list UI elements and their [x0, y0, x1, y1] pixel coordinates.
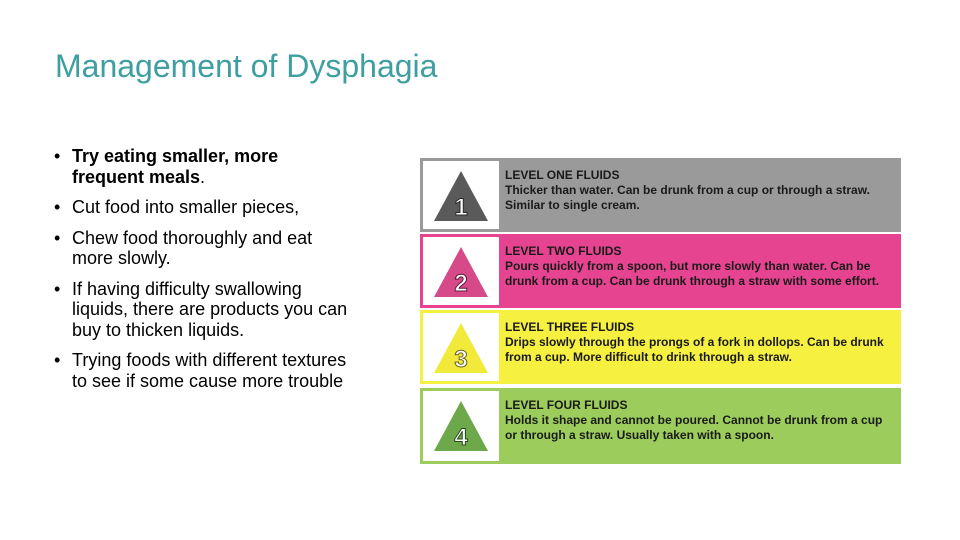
- bullet-text: If having difficulty swallowing liquids, there are products you can buy to thicken liquids.: [72, 278, 348, 340]
- level-two-description: Pours quickly from a spoon, but more slowly than water. Can be drunk from a cup. Can be drunk through a straw with some effort.: [505, 259, 880, 288]
- level-two-panel: [420, 234, 901, 308]
- bullet-text: Trying foods with different textures to see if some cause more trouble: [72, 350, 347, 391]
- level-four-heading: LEVEL FOUR FLUIDS: [505, 398, 628, 412]
- bullet-bold-text: Try eating smaller, more frequent meals: [72, 146, 279, 187]
- level-four-number: 4: [454, 424, 468, 451]
- level-one-icon-box: [423, 161, 499, 229]
- bullet-list: [54, 146, 354, 401]
- level-two-number: 2: [454, 270, 468, 297]
- level-two-icon-box: [423, 237, 499, 305]
- level-one-panel: [420, 158, 901, 232]
- level-four-icon-box: [423, 391, 499, 461]
- level-three-icon-box: [423, 313, 499, 381]
- level-three-description: Drips slowly through the prongs of a fork in dollops. Can be drunk from a cup. More difficult to drink through a straw.: [505, 335, 884, 364]
- bullet-item: [54, 197, 354, 218]
- bullet-text: Chew food thoroughly and eat more slowly.: [72, 227, 313, 268]
- level-one-number: 1: [454, 194, 468, 221]
- level-three-number: 3: [454, 346, 468, 373]
- level-four-text: [499, 391, 898, 461]
- level-four-description: Holds it shape and cannot be poured. Cannot be drunk from a cup or through a straw. Usually taken with a spoon.: [505, 413, 883, 442]
- level-three-text: [499, 313, 898, 381]
- level-four-panel: [420, 388, 901, 464]
- level-three-heading: LEVEL THREE FLUIDS: [505, 320, 635, 334]
- level-three-panel: [420, 310, 901, 384]
- level-one-description: Thicker than water. Can be drunk from a cup or through a straw. Similar to single cream.: [505, 183, 870, 212]
- level-two-heading: LEVEL TWO FLUIDS: [505, 244, 622, 258]
- level-one-triangle-icon: [432, 169, 490, 223]
- bullet-text: Cut food into smaller pieces,: [72, 197, 300, 217]
- level-three-triangle-icon: [432, 321, 490, 375]
- level-one-heading: LEVEL ONE FLUIDS: [505, 168, 620, 182]
- bullet-item: [54, 228, 354, 269]
- level-two-text: [499, 237, 898, 305]
- level-two-triangle-icon: [432, 245, 490, 299]
- bullet-text: .: [200, 166, 206, 187]
- level-four-triangle-icon: [432, 399, 490, 453]
- level-one-text: [499, 161, 898, 229]
- bullet-item: [54, 350, 354, 391]
- bullet-item: [54, 279, 354, 341]
- bullet-item: [54, 146, 354, 187]
- slide-title: Management of Dysphagia: [55, 48, 438, 84]
